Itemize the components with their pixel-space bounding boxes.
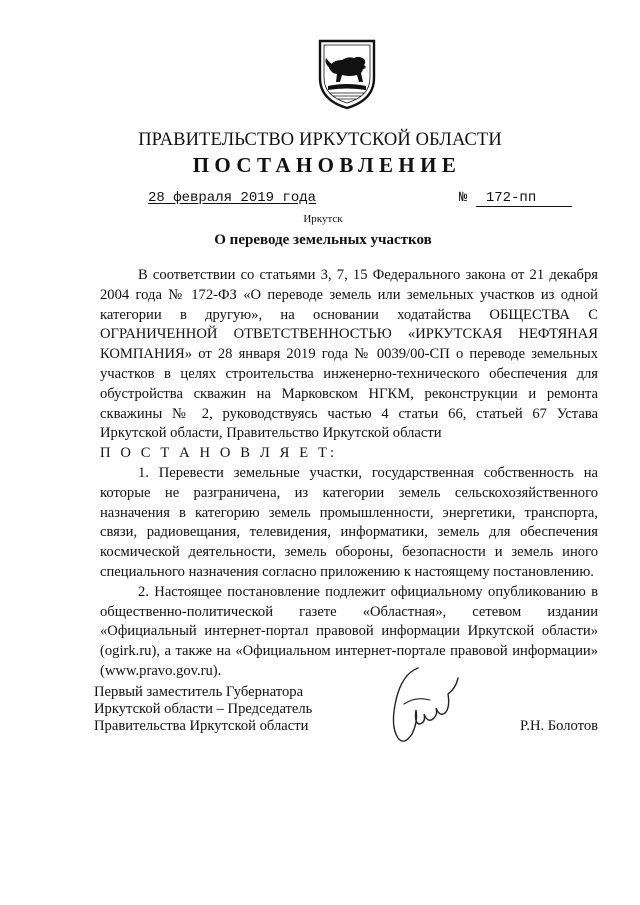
number-value: 172-пп (476, 190, 572, 207)
city-name: Иркутск (303, 213, 343, 225)
document-title: О переводе земельных участков (214, 232, 432, 248)
position-line: Первый заместитель Губернатора (94, 684, 304, 700)
signer-name: Р.Н. Болотов (520, 718, 599, 734)
decree-word: П О С Т А Н О В Л Я Е Т: (100, 445, 338, 462)
coat-of-arms-icon (316, 38, 378, 110)
document-number (459, 190, 572, 207)
date-value: 28 февраля 2019 года (148, 190, 317, 206)
position-line: Иркутской области – Председатель (94, 701, 313, 717)
document-date (148, 190, 316, 206)
position-line: Правительства Иркутской области (94, 718, 309, 734)
document-type: ПОСТАНОВЛЕНИЕ (192, 153, 462, 177)
signatory-position (94, 684, 312, 735)
list-item: 1. Перевести земельные участки, государственная собственность на которые не разграничена, из категории земель сельскохозяйственного назначения в категорию земель промышленности, энергетики, транспорта, связи, радиовещания, телевидения, информатики, земель для обеспечения космической деятельности, земель обороны, безопасности и земель иного специального назначения согласно приложению к настоящему постановлению. (100, 464, 598, 580)
number-prefix: № (459, 190, 468, 206)
document-body (100, 266, 598, 682)
list-item: 2. Настоящее постановление подлежит официальному опубликованию в общественно-политической газете «Областная», сетевом издании «Официальный интернет-портал правовой информации Иркутской области» (ogirk.ru), а также на «Официальном интернет-портале правовой информации» (www.pravo.gov.ru). (100, 583, 598, 679)
government-title: ПРАВИТЕЛЬСТВО ИРКУТСКОЙ ОБЛАСТИ (138, 130, 502, 150)
preamble-paragraph: В соответствии со статьями 3, 7, 15 Федерального закона от 21 декабря 2004 года № 172-ФЗ «О переводе земель или земельных участков из одной категории в другую», на основании ходатайства ОБЩЕСТВА С ОГРАНИЧЕННОЙ ОТВЕТСТВЕННОСТЬЮ «ИРКУТСКАЯ НЕФТЯНАЯ КОМПАНИЯ» от 28 января 2019 года № 0039/00-СП о переводе земельных участков в целях строительства инженерно-технического обеспечения для обустройства скважин на Марковском НГКМ, реконструкции и ремонта скважины № 2, руководствуясь частью 4 статьи 66, статьей 67 Устава Иркутской области, Правительство Иркутской области (100, 267, 598, 442)
handwritten-signature-icon (378, 664, 464, 752)
